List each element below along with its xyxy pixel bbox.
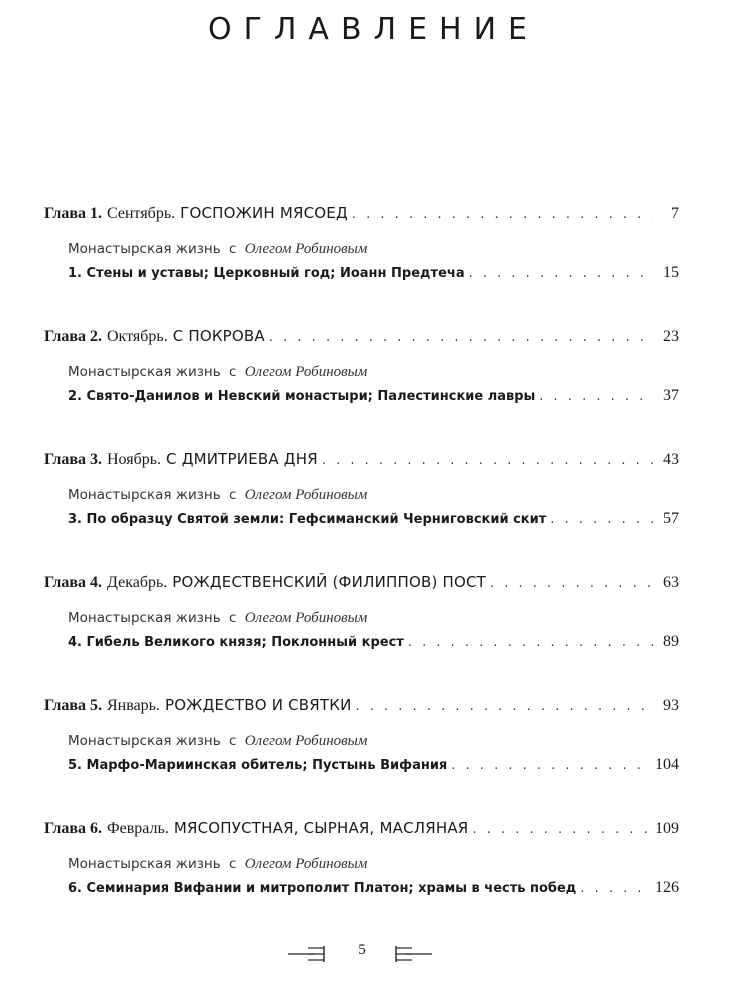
- chapter-title: ГОСПОЖИН МЯСОЕД: [180, 204, 348, 222]
- chapter-month: Февраль.: [107, 820, 169, 837]
- chapter-page-number: 63: [663, 574, 679, 591]
- section-entry[interactable]: [44, 264, 679, 294]
- chapter-title: С ДМИТРИЕВА ДНЯ: [166, 450, 318, 468]
- chapter-title: РОЖДЕСТВЕНСКИЙ (ФИЛИППОВ) ПОСТ: [172, 573, 486, 591]
- dot-leader: [269, 330, 653, 345]
- chapter-month: Октябрь.: [107, 328, 168, 345]
- toc-chapter-5: [44, 696, 679, 819]
- chapter-entry[interactable]: [44, 327, 679, 360]
- chapter-page-number: 93: [663, 697, 679, 714]
- dot-leader: [550, 512, 653, 527]
- section-title: 4. Гибель Великого князя; Поклонный крест: [68, 635, 404, 650]
- chapter-label: Глава 4.: [44, 574, 102, 591]
- dot-leader: [408, 635, 653, 650]
- section-title: 6. Семинария Вифании и митрополит Платон; храмы в честь побед: [68, 881, 577, 896]
- page-title: ОГЛАВЛЕНИЕ: [207, 12, 540, 47]
- subheading-prefix: Монастырская жизнь: [68, 487, 221, 503]
- chapter-label: Глава 1.: [44, 205, 102, 222]
- chapter-month: Январь.: [107, 697, 160, 714]
- section-page-number: 104: [655, 756, 679, 773]
- section-entry[interactable]: [44, 510, 679, 540]
- dot-leader: [469, 266, 653, 281]
- page-number: 5: [358, 942, 366, 958]
- chapter-page-number: 7: [671, 205, 679, 222]
- subheading-prefix: Монастырская жизнь: [68, 241, 221, 257]
- subheading-with: с: [228, 241, 237, 257]
- dot-leader: [539, 389, 653, 404]
- dot-leader: [580, 881, 651, 896]
- subheading-prefix: Монастырская жизнь: [68, 610, 221, 626]
- section-entry[interactable]: [44, 633, 679, 663]
- chapter-entry[interactable]: [44, 573, 679, 606]
- chapter-label: Глава 2.: [44, 328, 102, 345]
- dot-leader: [451, 758, 651, 773]
- toc-chapter-1: [44, 204, 679, 327]
- dot-leader: [322, 453, 653, 468]
- page-footer: [0, 942, 735, 968]
- dot-leader: [356, 699, 654, 714]
- toc-chapter-6: [44, 819, 679, 942]
- toc-chapter-4: [44, 573, 679, 696]
- subheading-prefix: Монастырская жизнь: [68, 856, 221, 872]
- subheading-with: с: [228, 487, 237, 503]
- section-title: 2. Свято-Данилов и Невский монастыри; Палестинские лавры: [68, 389, 536, 404]
- section-page-number: 15: [663, 264, 679, 281]
- subheading-host: Олегом Робиновым: [244, 364, 368, 380]
- subheading-host: Олегом Робиновым: [244, 610, 368, 626]
- chapter-label: Глава 6.: [44, 820, 102, 837]
- toc-chapter-3: [44, 450, 679, 573]
- subheading-prefix: Монастырская жизнь: [68, 733, 221, 749]
- chapter-title: МЯСОПУСТНАЯ, СЫРНАЯ, МАСЛЯНАЯ: [173, 819, 469, 837]
- subheading-host: Олегом Робиновым: [244, 856, 368, 872]
- chapter-title: РОЖДЕСТВО И СВЯТКИ: [164, 696, 352, 714]
- section-title: 1. Стены и уставы; Церковный год; Иоанн Предтеча: [68, 266, 465, 281]
- chapter-label: Глава 3.: [44, 451, 102, 468]
- subheading-host: Олегом Робиновым: [244, 733, 368, 749]
- section-entry[interactable]: [44, 387, 679, 417]
- chapter-entry[interactable]: [44, 819, 679, 852]
- right-ornament-icon: [394, 944, 434, 964]
- chapter-subheading: [44, 237, 679, 264]
- section-entry[interactable]: [44, 756, 679, 786]
- section-page-number: 37: [663, 387, 679, 404]
- section-title: 5. Марфо-Мариинская обитель; Пустынь Вифания: [68, 758, 448, 773]
- chapter-subheading: [44, 483, 679, 510]
- chapter-page-number: 109: [655, 820, 679, 837]
- chapter-entry[interactable]: [44, 696, 679, 729]
- chapter-month: Ноябрь.: [107, 451, 162, 468]
- chapter-label: Глава 5.: [44, 697, 102, 714]
- chapter-page-number: 23: [663, 328, 679, 345]
- subheading-with: с: [228, 733, 237, 749]
- table-of-contents: [44, 204, 679, 942]
- subheading-with: с: [228, 610, 237, 626]
- chapter-subheading: [44, 360, 679, 387]
- subheading-host: Олегом Робиновым: [244, 241, 368, 257]
- chapter-subheading: [44, 606, 679, 633]
- dot-leader: [490, 576, 653, 591]
- dot-leader: [352, 207, 653, 222]
- chapter-month: Сентябрь.: [107, 205, 176, 222]
- chapter-page-number: 43: [663, 451, 679, 468]
- chapter-entry[interactable]: [44, 204, 679, 237]
- section-page-number: 89: [663, 633, 679, 650]
- chapter-entry[interactable]: [44, 450, 679, 483]
- subheading-prefix: Монастырская жизнь: [68, 364, 221, 380]
- section-page-number: 126: [655, 879, 679, 896]
- dot-leader: [472, 822, 651, 837]
- subheading-with: с: [228, 856, 237, 872]
- section-title: 3. По образцу Святой земли: Гефсиманский Черниговский скит: [68, 512, 547, 527]
- chapter-title: С ПОКРОВА: [172, 327, 265, 345]
- section-page-number: 57: [663, 510, 679, 527]
- chapter-month: Декабрь.: [107, 574, 168, 591]
- subheading-host: Олегом Робиновым: [244, 487, 368, 503]
- subheading-with: с: [228, 364, 237, 380]
- section-entry[interactable]: [44, 879, 679, 909]
- left-ornament-icon: [288, 944, 328, 964]
- chapter-subheading: [44, 729, 679, 756]
- toc-chapter-2: [44, 327, 679, 450]
- chapter-subheading: [44, 852, 679, 879]
